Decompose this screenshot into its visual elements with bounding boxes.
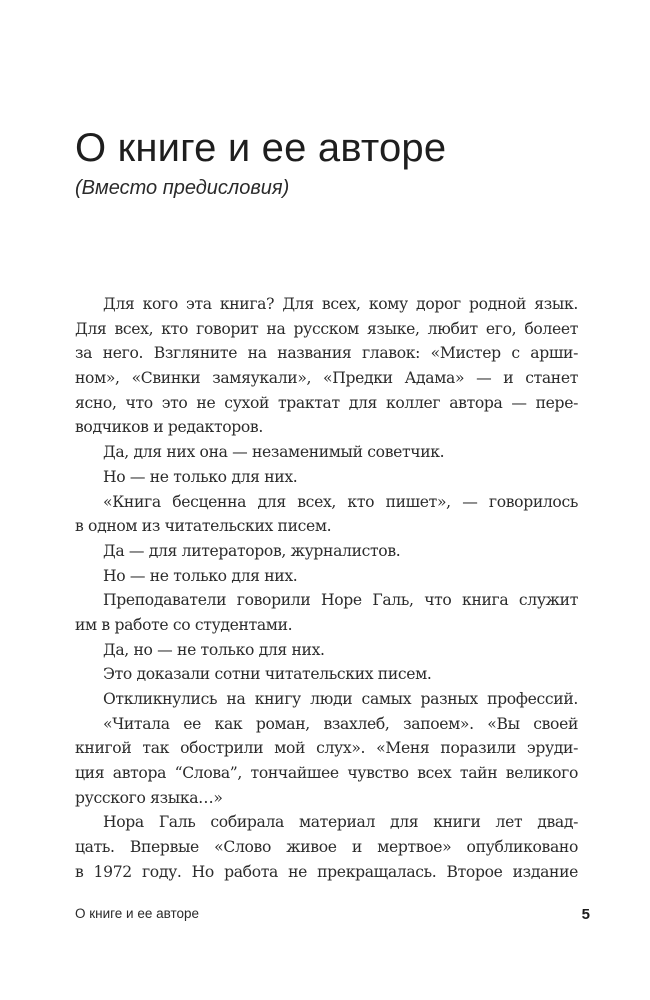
text-line: Нора Галь собирала материал для книги лет двад- — [103, 813, 578, 832]
page-footer — [75, 906, 590, 926]
text-line: за него. Взгляните на названия главок: «Мистер с арши- — [75, 344, 578, 363]
text-line: Да, но — не только для них. — [103, 640, 325, 659]
text-line: в одном из читательских писем. — [75, 517, 332, 536]
text-line: цать. Впервые «Слово живое и мертвое» опубликовано — [75, 838, 578, 857]
text-line: Преподаватели говорили Норе Галь, что книга служит — [103, 591, 578, 610]
text-line: Да, для них она — незаменимый советчик. — [103, 443, 445, 462]
chapter-subtitle: (Вместо предисловия) — [75, 177, 290, 199]
text-line: Для всех, кто говорит на русском языке, любит его, болеет — [75, 319, 578, 338]
body-text — [75, 292, 578, 885]
running-head: О книге и ее авторе — [75, 906, 200, 921]
text-line: Откликнулись на книгу люди самых разных профессий. — [103, 690, 578, 708]
page-number: 5 — [581, 906, 590, 923]
text-line: «Книга бесценна для всех, кто пишет», — говорилось — [103, 492, 578, 511]
text-line: Для кого эта книга? Для всех, кому дорог родной язык. — [103, 295, 578, 313]
text-line: Но — не только для них. — [103, 467, 298, 486]
text-line: «Читала ее как роман, взахлеб, запоем». «Вы своей — [103, 714, 578, 733]
text-line: Да — для литераторов, журналистов. — [103, 541, 401, 560]
text-line: ясно, что это не сухой трактат для коллег автора — пере- — [75, 393, 578, 412]
text-line: Это доказали сотни читательских писем. — [103, 665, 432, 684]
text-line: ном», «Свинки замяукали», «Предки Адама» — и станет — [75, 369, 578, 388]
text-line: Но — не только для них. — [103, 566, 298, 585]
text-line: им в работе со студентами. — [75, 615, 293, 634]
text-line: ция автора “Слова”, тончайшее чувство всех тайн великого — [75, 764, 578, 783]
text-line: в 1972 году. Но работа не прекращалась. Второе издание — [75, 862, 578, 881]
text-line: водчиков и редакторов. — [75, 418, 263, 437]
text-line: русского языка…» — [75, 788, 223, 807]
text-line: книгой так обострили мой слух». «Меня поразили эруди- — [75, 739, 578, 758]
chapter-title: О книге и ее авторе — [75, 126, 447, 170]
